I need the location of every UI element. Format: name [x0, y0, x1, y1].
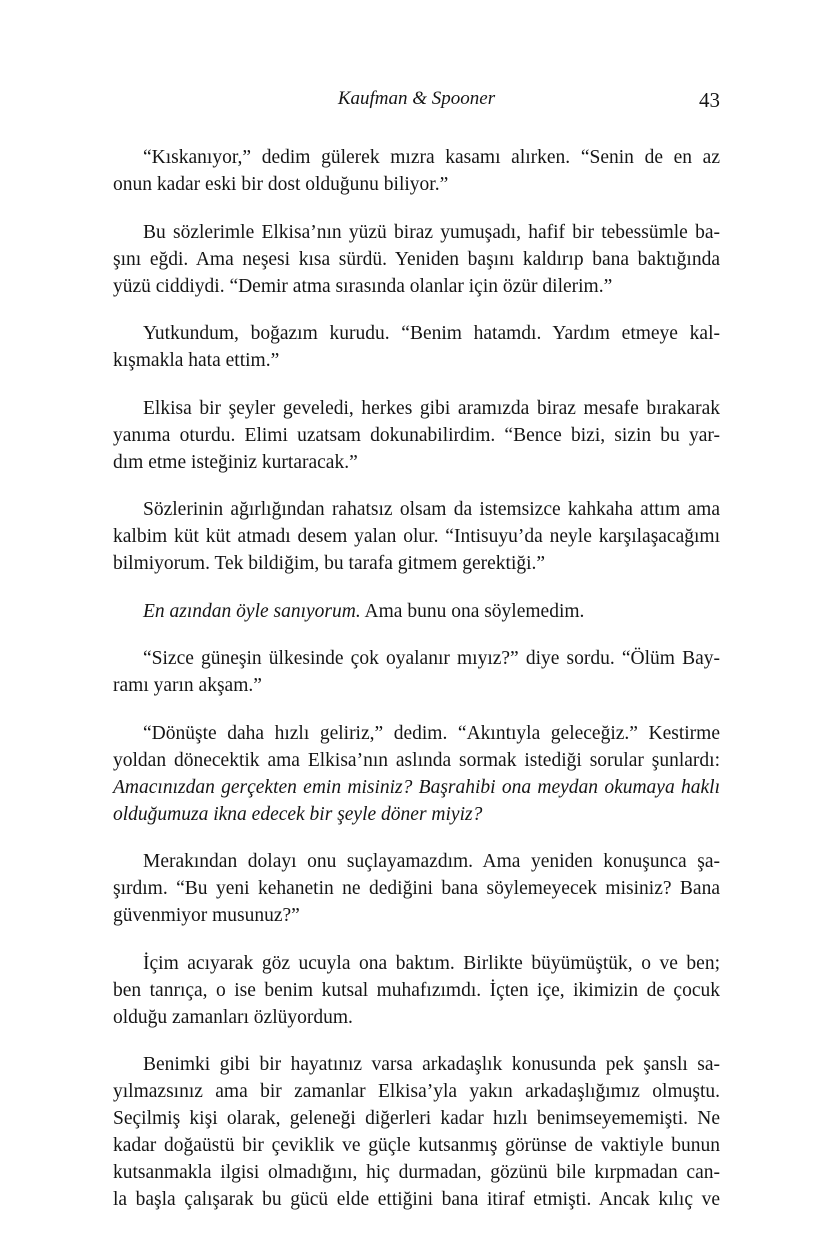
text-line: [113, 171, 720, 198]
text-line: [113, 950, 720, 977]
page-number: 43: [699, 88, 720, 112]
text-segment: Yutkundum, boğazım kurudu. “Benim hatamdı. Yardım etmeye kal-: [143, 323, 720, 344]
text-segment: ramı yarın akşam.”: [113, 675, 262, 696]
text-line: [113, 496, 720, 523]
paragraph: [113, 950, 720, 1031]
text-line: [113, 747, 720, 774]
text-segment: Elkisa bir şeyler geveledi, herkes gibi aramızda biraz mesafe bırakarak: [143, 397, 720, 419]
text-segment: Sözlerinin ağırlığından rahatsız olsam da istemsizce kahkaha attım ama: [143, 499, 720, 520]
text-segment: kışmakla hata ettim.”: [113, 350, 280, 371]
text-line: [113, 246, 720, 273]
text-line: [113, 347, 720, 374]
text-segment: yoldan dönecektik ama Elkisa’nın aslında sormak istediği sorular şunlardı:: [113, 749, 720, 771]
paragraph: [113, 395, 720, 476]
paragraph: [113, 320, 720, 374]
text-line: [113, 320, 720, 347]
text-line: [113, 523, 720, 550]
text-segment: “Dönüşte daha hızlı geliriz,” dedim. “Akıntıyla geleceğiz.” Kestirme: [143, 722, 720, 744]
italic-text: En azından öyle sanıyorum.: [143, 600, 361, 622]
paragraph: [113, 598, 720, 625]
text-segment: ben tanrıça, o ise benim kutsal muhafızımdı. İçten içe, ikimizin de çocuk: [113, 979, 720, 1001]
text-line: [113, 902, 720, 929]
text-segment: Benimki gibi bir hayatınız varsa arkadaşlık konusunda pek şanslı sa-: [143, 1054, 720, 1075]
text-line: [113, 395, 720, 422]
text-segment: olduğu zamanları özlüyordum.: [113, 1006, 353, 1028]
text-segment: la başla çalışarak bu gücü elde ettiğini bana itiraf etmişti. Ancak kılıç ve: [113, 1189, 720, 1210]
page-body: [113, 144, 720, 1234]
text-line: [113, 449, 720, 476]
text-segment: yanıma oturdu. Elimi uzatsam dokunabilirdim. “Bence bizi, sizin bu yar-: [113, 424, 720, 446]
text-segment: şını eğdi. Ama neşesi kısa sürdü. Yeniden başını kaldırıp bana baktığında: [113, 248, 720, 270]
text-segment: “Kıskanıyor,” dedim gülerek mızra kasamı alırken. “Senin de en az: [143, 147, 720, 168]
paragraph: [113, 720, 720, 828]
text-segment: kalbim küt küt atmadı desem yalan olur. “Intisuyu’da neyle karşılaşacağımı: [113, 526, 720, 547]
text-line: [113, 672, 720, 699]
text-line: [113, 273, 720, 300]
text-line: [113, 977, 720, 1004]
text-line: [113, 801, 720, 828]
paragraph: [113, 848, 720, 929]
text-line: [113, 720, 720, 747]
text-segment: kadar doğaüstü bir çeviklik ve güçle kutsanmış görünse de vaktiyle bunun: [113, 1135, 720, 1156]
italic-text: olduğumuza ikna edecek bir şeyle döner miyiz?: [113, 803, 483, 825]
text-segment: şırdım. “Bu yeni kehanetin ne dediğini bana söylemeyecek misiniz? Bana: [113, 878, 720, 899]
text-segment: Ama bunu ona söylemedim.: [360, 600, 585, 622]
running-title: Kaufman & Spooner: [337, 88, 496, 109]
paragraph: [113, 1051, 720, 1213]
text-segment: güvenmiyor musunuz?”: [113, 905, 300, 926]
text-line: [113, 1004, 720, 1031]
paragraph: [113, 645, 720, 699]
text-line: [113, 144, 720, 171]
text-line: [113, 774, 720, 801]
text-segment: yüzü ciddiydi. “Demir atma sırasında olanlar için özür dilerim.”: [113, 275, 613, 297]
text-line: [113, 1186, 720, 1213]
text-segment: dım etme isteğiniz kurtaracak.”: [113, 451, 358, 473]
text-line: [113, 875, 720, 902]
text-line: [113, 1159, 720, 1186]
text-segment: bilmiyorum. Tek bildiğim, bu tarafa gitmem gerektiği.”: [113, 553, 546, 574]
text-line: [113, 1051, 720, 1078]
text-segment: yılmazsınız ama bir zamanlar Elkisa’yla yakın arkadaşlığımız olmuştu.: [113, 1081, 720, 1102]
paragraph: [113, 496, 720, 577]
page-header: [113, 88, 720, 118]
text-segment: Seçilmiş kişi olarak, geleneği diğerleri kadar hızlı benimseyememişti. Ne: [113, 1108, 720, 1129]
text-segment: Bu sözlerimle Elkisa’nın yüzü biraz yumuşadı, hafif bir tebessümle ba-: [143, 221, 720, 243]
text-segment: “Sizce güneşin ülkesinde çok oyalanır mıyız?” diye sordu. “Ölüm Bay-: [143, 648, 720, 669]
text-line: [113, 848, 720, 875]
text-line: [113, 1105, 720, 1132]
text-segment: Merakından dolayı onu suçlayamazdım. Ama yeniden konuşunca şa-: [143, 851, 720, 872]
text-line: [113, 598, 720, 625]
paragraph: [113, 144, 720, 198]
text-line: [113, 219, 720, 246]
paragraph: [113, 219, 720, 300]
italic-text: Amacınızdan gerçekten emin misiniz? Başrahibi ona meydan okumaya haklı: [113, 776, 720, 798]
text-line: [113, 422, 720, 449]
text-line: [113, 550, 720, 577]
text-line: [113, 645, 720, 672]
text-segment: onun kadar eski bir dost olduğunu biliyor.”: [113, 174, 449, 195]
text-line: [113, 1132, 720, 1159]
text-line: [113, 1078, 720, 1105]
text-segment: kutsanmakla ilgisi olmadığını, hiç durmadan, gözünü bile kırpmadan can-: [113, 1162, 720, 1183]
text-segment: İçim acıyarak göz ucuyla ona baktım. Birlikte büyümüştük, o ve ben;: [143, 952, 720, 974]
